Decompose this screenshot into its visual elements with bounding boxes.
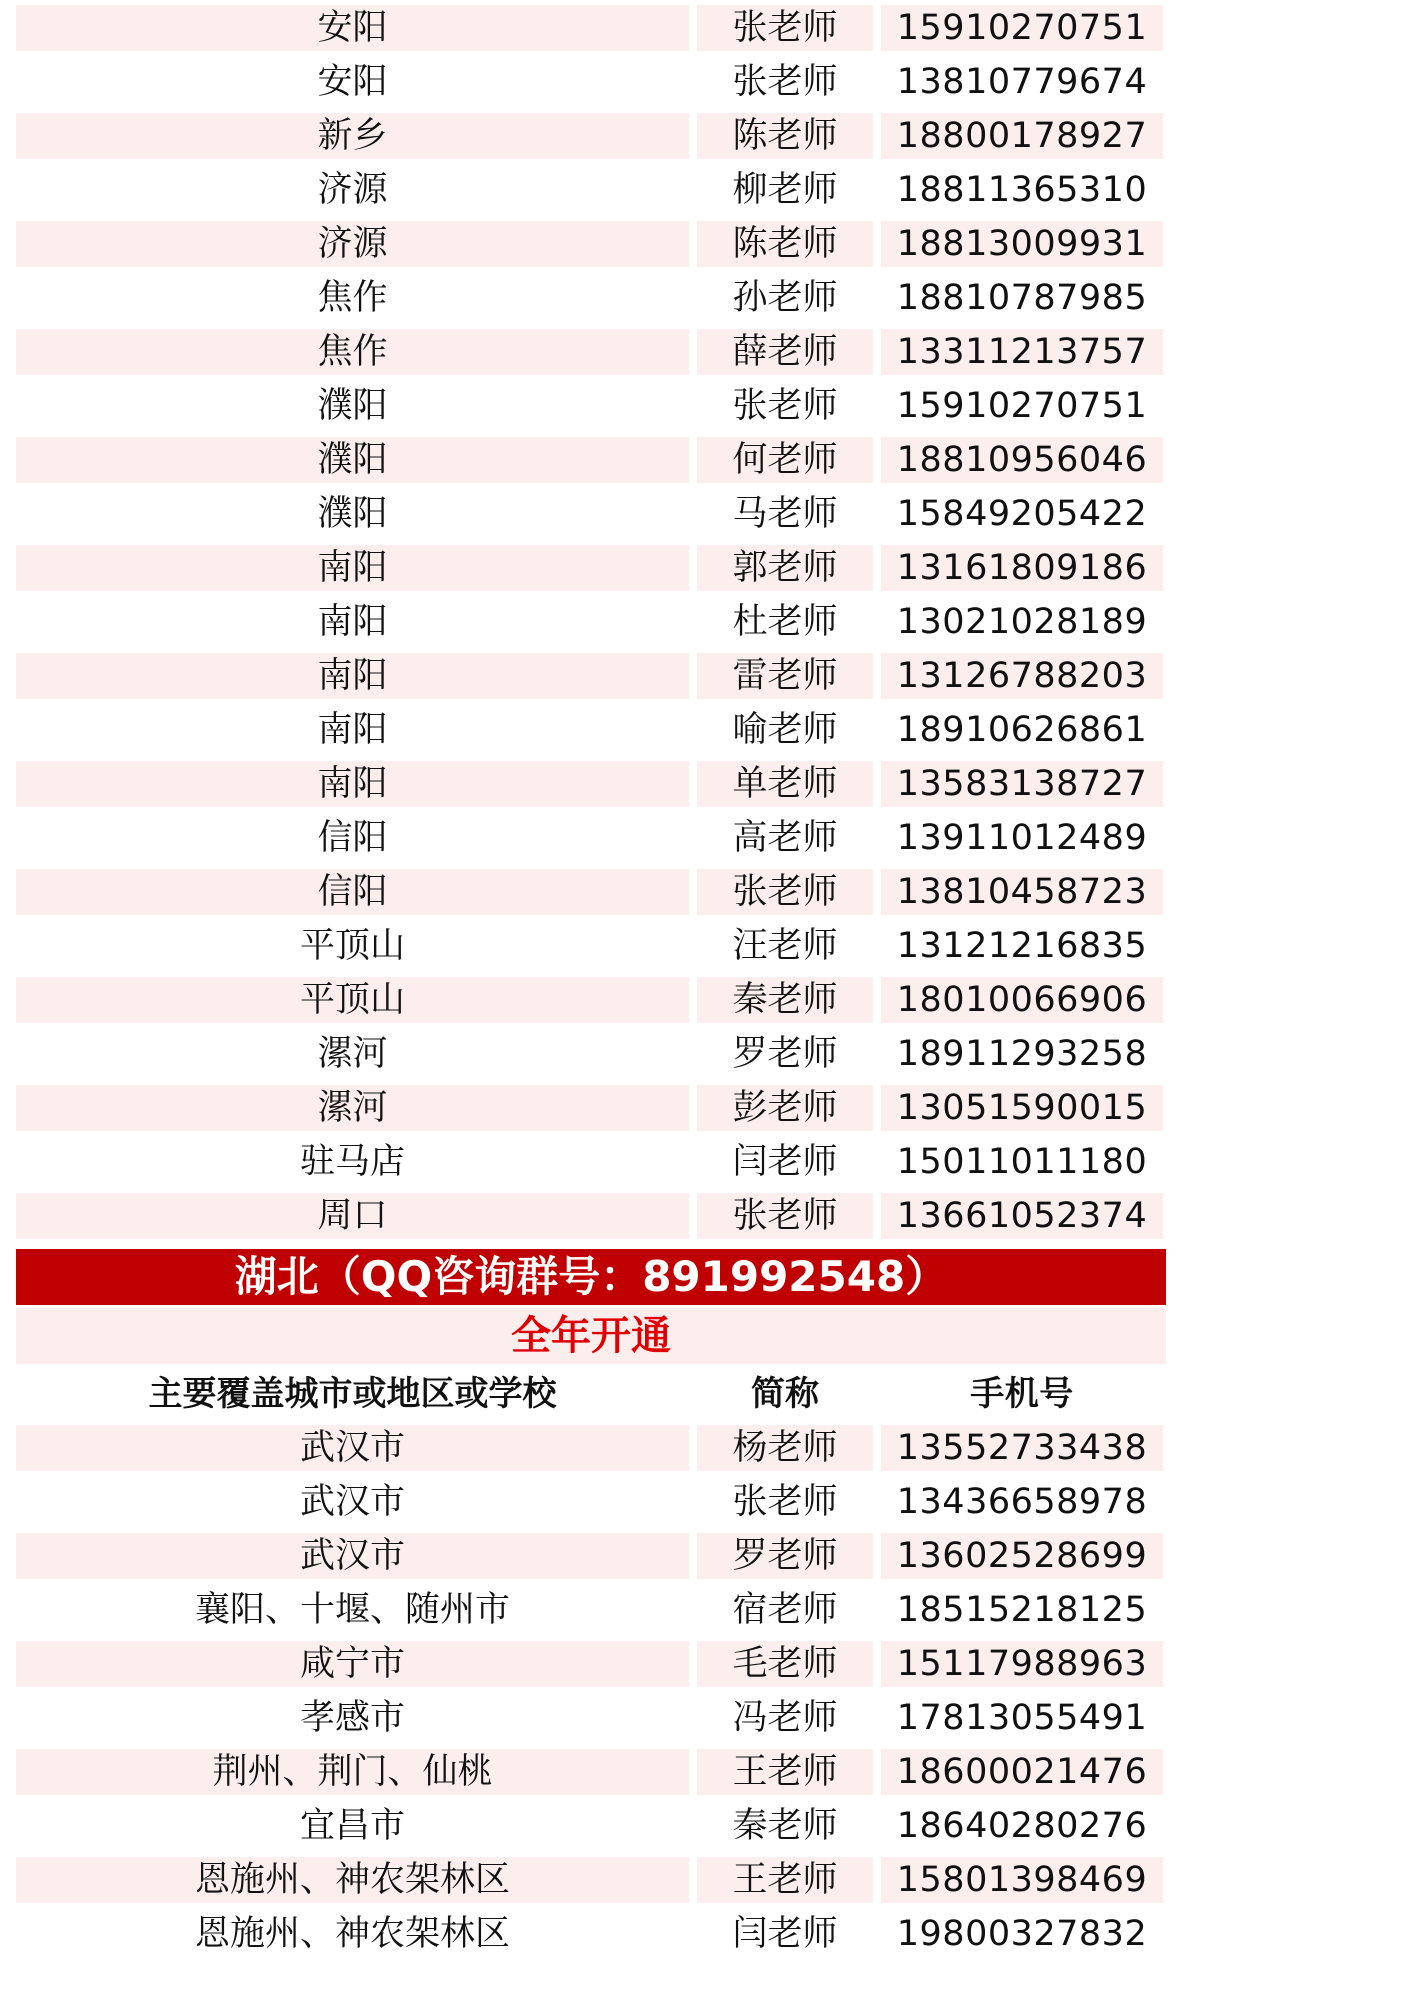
region-cell: 信阳: [16, 869, 689, 915]
region-cell: 平顶山: [299, 926, 405, 966]
table-row: [0, 1474, 1414, 1528]
phone-cell: 13661052374: [881, 1193, 1163, 1239]
table-row: [0, 648, 1414, 702]
region-cell: 驻马店: [299, 1142, 405, 1182]
contact-cell: 罗老师: [732, 1034, 838, 1074]
phone-cell: 18800178927: [881, 113, 1163, 159]
phone-cell: 18810956046: [881, 437, 1163, 483]
contact-cell: 闫老师: [732, 1914, 838, 1954]
contact-cell: 何老师: [697, 437, 873, 483]
region-cell: 恩施州、神农架林区: [194, 1914, 510, 1954]
contact-cell: 陈老师: [697, 221, 873, 267]
phone-cell: 18911293258: [896, 1034, 1148, 1074]
table-row: [0, 270, 1414, 324]
table-row: [0, 378, 1414, 432]
table-row: [0, 702, 1414, 756]
region-cell: 漯河: [16, 1085, 689, 1131]
phone-cell: 13161809186: [881, 545, 1163, 591]
region-cell: 济源: [16, 221, 689, 267]
phone-cell: 19800327832: [896, 1914, 1148, 1954]
contact-cell: 喻老师: [732, 710, 838, 750]
phone-cell: 13021028189: [896, 602, 1148, 642]
phone-cell: 13552733438: [881, 1425, 1163, 1471]
region-cell: 恩施州、神农架林区: [16, 1857, 689, 1903]
region-cell: 南阳: [16, 545, 689, 591]
table-row: [0, 918, 1414, 972]
phone-cell: 18810787985: [896, 278, 1148, 318]
contact-cell: 彭老师: [697, 1085, 873, 1131]
region-cell: 南阳: [16, 761, 689, 807]
table-row: [0, 1026, 1414, 1080]
contact-cell: 王老师: [697, 1749, 873, 1795]
table-row: [0, 1420, 1414, 1474]
region-cell: 南阳: [317, 710, 388, 750]
region-cell: 南阳: [16, 653, 689, 699]
region-cell: 濮阳: [317, 494, 388, 534]
table-row: [0, 1744, 1414, 1798]
phone-cell: 13911012489: [896, 818, 1148, 858]
phone-cell: 15910270751: [896, 386, 1148, 426]
region-cell: 安阳: [16, 5, 689, 51]
table-row: [0, 1080, 1414, 1134]
region-cell: 襄阳、十堰、随州市: [194, 1590, 510, 1630]
contact-cell: 高老师: [732, 818, 838, 858]
table-row: [0, 810, 1414, 864]
phone-cell: 15849205422: [896, 494, 1148, 534]
phone-cell: 18515218125: [896, 1590, 1148, 1630]
phone-cell: 18600021476: [881, 1749, 1163, 1795]
region-cell: 宜昌市: [299, 1806, 405, 1846]
table-row: [0, 1528, 1414, 1582]
phone-cell: 13051590015: [881, 1085, 1163, 1131]
table-row: [0, 216, 1414, 270]
region-cell: 焦作: [317, 278, 388, 318]
phone-cell: 13810458723: [881, 869, 1163, 915]
contact-cell: 张老师: [697, 1193, 873, 1239]
contact-cell: 雷老师: [697, 653, 873, 699]
contact-cell: 张老师: [697, 5, 873, 51]
table-row: [0, 0, 1414, 54]
hubei-availability-subtitle: 全年开通: [16, 1308, 1166, 1364]
phone-cell: 15910270751: [881, 5, 1163, 51]
phone-cell: 18813009931: [881, 221, 1163, 267]
phone-cell: 18010066906: [881, 977, 1163, 1023]
table-row: [0, 1690, 1414, 1744]
region-cell: 濮阳: [16, 437, 689, 483]
table-row: [0, 108, 1414, 162]
contact-cell: 单老师: [697, 761, 873, 807]
table-row: [0, 1188, 1414, 1242]
table-row: [0, 1582, 1414, 1636]
table-row: [0, 1134, 1414, 1188]
phone-cell: 13583138727: [881, 761, 1163, 807]
header-region: 主要覆盖城市或地区或学校: [148, 1374, 557, 1414]
phone-cell: 13126788203: [881, 653, 1163, 699]
region-cell: 周口: [16, 1193, 689, 1239]
table-row: [0, 1636, 1414, 1690]
header-contact: 简称: [751, 1374, 819, 1414]
hubei-contact-table: [0, 1420, 1414, 1960]
phone-cell: 13311213757: [881, 329, 1163, 375]
table-row: [0, 1852, 1414, 1906]
contact-cell: 张老师: [732, 386, 838, 426]
region-cell: 新乡: [16, 113, 689, 159]
region-cell: 南阳: [317, 602, 388, 642]
contact-cell: 毛老师: [697, 1641, 873, 1687]
phone-cell: 17813055491: [896, 1698, 1148, 1738]
contact-cell: 郭老师: [697, 545, 873, 591]
phone-cell: 18640280276: [896, 1806, 1148, 1846]
region-cell: 孝感市: [299, 1698, 405, 1738]
table-row: [0, 972, 1414, 1026]
region-cell: 平顶山: [16, 977, 689, 1023]
phone-cell: 13121216835: [896, 926, 1148, 966]
table-row: [0, 54, 1414, 108]
hubei-section-banner: 湖北（QQ咨询群号：891992548）: [16, 1249, 1166, 1305]
table-row: [0, 594, 1414, 648]
region-cell: 武汉市: [299, 1482, 405, 1522]
table-row: [0, 864, 1414, 918]
table-row: [0, 324, 1414, 378]
table-row: [0, 162, 1414, 216]
contact-cell: 柳老师: [732, 170, 838, 210]
phone-cell: 13810779674: [896, 62, 1148, 102]
contact-cell: 张老师: [697, 869, 873, 915]
contact-cell: 王老师: [697, 1857, 873, 1903]
region-cell: 武汉市: [16, 1425, 689, 1471]
contact-cell: 冯老师: [732, 1698, 838, 1738]
table-row: [0, 1906, 1414, 1960]
contact-cell: 张老师: [732, 62, 838, 102]
region-cell: 安阳: [317, 62, 388, 102]
phone-cell: 13436658978: [896, 1482, 1148, 1522]
contact-cell: 秦老师: [697, 977, 873, 1023]
phone-cell: 15117988963: [881, 1641, 1163, 1687]
header-phone: 手机号: [970, 1374, 1074, 1414]
table-row: [0, 432, 1414, 486]
region-cell: 焦作: [16, 329, 689, 375]
contact-cell: 杨老师: [697, 1425, 873, 1471]
region-cell: 漯河: [317, 1034, 388, 1074]
contact-cell: 孙老师: [732, 278, 838, 318]
region-cell: 信阳: [317, 818, 388, 858]
table-row: [0, 486, 1414, 540]
region-cell: 濮阳: [317, 386, 388, 426]
phone-cell: 15011011180: [896, 1142, 1148, 1182]
region-cell: 济源: [317, 170, 388, 210]
region-cell: 武汉市: [16, 1533, 689, 1579]
contact-cell: 马老师: [732, 494, 838, 534]
phone-cell: 13602528699: [881, 1533, 1163, 1579]
contact-cell: 秦老师: [732, 1806, 838, 1846]
table-row: [0, 1798, 1414, 1852]
contact-cell: 罗老师: [697, 1533, 873, 1579]
region-cell: 荆州、荆门、仙桃: [16, 1749, 689, 1795]
contact-cell: 张老师: [732, 1482, 838, 1522]
phone-cell: 18811365310: [896, 170, 1148, 210]
contact-cell: 闫老师: [732, 1142, 838, 1182]
hubei-table-header: [0, 1366, 1414, 1420]
table-row: [0, 756, 1414, 810]
region-cell: 咸宁市: [16, 1641, 689, 1687]
contact-cell: 宿老师: [732, 1590, 838, 1630]
contact-cell: 陈老师: [697, 113, 873, 159]
table-row: [0, 540, 1414, 594]
contact-cell: 汪老师: [732, 926, 838, 966]
contact-cell: 薛老师: [697, 329, 873, 375]
phone-cell: 18910626861: [896, 710, 1148, 750]
phone-cell: 15801398469: [881, 1857, 1163, 1903]
contact-cell: 杜老师: [732, 602, 838, 642]
